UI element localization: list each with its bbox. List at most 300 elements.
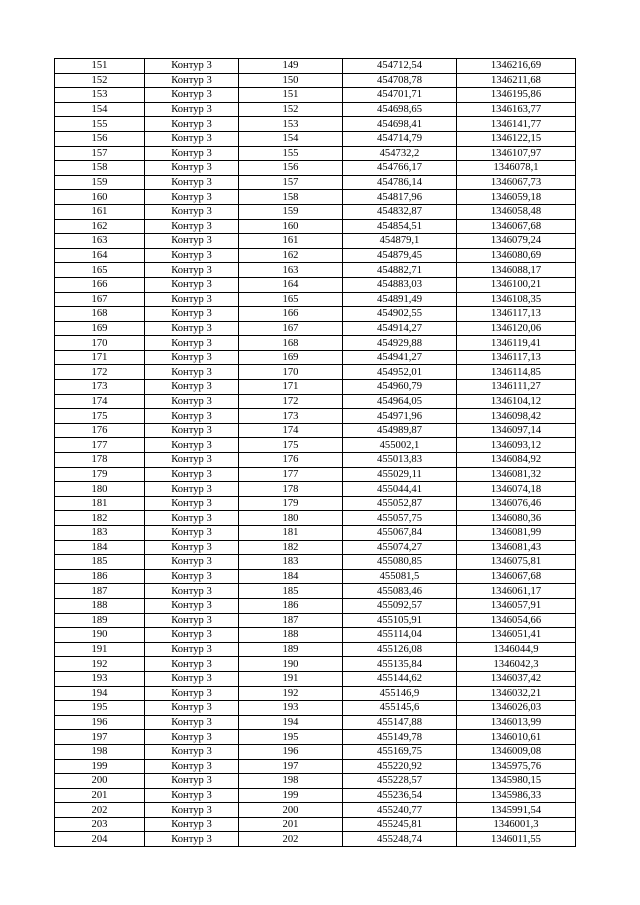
- table-row: [55, 102, 576, 117]
- x-coordinate-cell: 455074,27: [343, 540, 457, 555]
- row-number-cell: 200: [55, 774, 145, 789]
- x-coordinate-cell: 454971,96: [343, 409, 457, 424]
- x-coordinate-cell: 455245,81: [343, 817, 457, 832]
- y-coordinate-cell: 1346010,61: [457, 730, 576, 745]
- y-coordinate-cell: 1346037,42: [457, 671, 576, 686]
- table-row: [55, 511, 576, 526]
- point-number-cell: 173: [239, 409, 343, 424]
- table-row: [55, 569, 576, 584]
- contour-cell: Контур 3: [145, 409, 239, 424]
- row-number-cell: 198: [55, 744, 145, 759]
- contour-cell: Контур 3: [145, 613, 239, 628]
- table-row: [55, 263, 576, 278]
- x-coordinate-cell: 455083,46: [343, 584, 457, 599]
- point-number-cell: 163: [239, 263, 343, 278]
- point-number-cell: 170: [239, 365, 343, 380]
- point-number-cell: 190: [239, 657, 343, 672]
- contour-cell: Контур 3: [145, 467, 239, 482]
- point-number-cell: 183: [239, 555, 343, 570]
- y-coordinate-cell: 1346216,69: [457, 59, 576, 74]
- table-row: [55, 613, 576, 628]
- contour-cell: Контур 3: [145, 365, 239, 380]
- contour-cell: Контур 3: [145, 788, 239, 803]
- contour-cell: Контур 3: [145, 234, 239, 249]
- x-coordinate-cell: 455052,87: [343, 496, 457, 511]
- y-coordinate-cell: 1346051,41: [457, 628, 576, 643]
- contour-cell: Контур 3: [145, 584, 239, 599]
- table-row: [55, 496, 576, 511]
- x-coordinate-cell: 454698,65: [343, 102, 457, 117]
- y-coordinate-cell: 1346032,21: [457, 686, 576, 701]
- y-coordinate-cell: 1346013,99: [457, 715, 576, 730]
- row-number-cell: 203: [55, 817, 145, 832]
- row-number-cell: 174: [55, 394, 145, 409]
- row-number-cell: 156: [55, 131, 145, 146]
- point-number-cell: 150: [239, 73, 343, 88]
- y-coordinate-cell: 1345980,15: [457, 774, 576, 789]
- x-coordinate-cell: 454698,41: [343, 117, 457, 132]
- x-coordinate-cell: 454817,96: [343, 190, 457, 205]
- table-row: [55, 788, 576, 803]
- row-number-cell: 161: [55, 204, 145, 219]
- y-coordinate-cell: 1346080,69: [457, 248, 576, 263]
- y-coordinate-cell: 1346081,32: [457, 467, 576, 482]
- table-row: [55, 336, 576, 351]
- contour-cell: Контур 3: [145, 540, 239, 555]
- point-number-cell: 193: [239, 701, 343, 716]
- table-row: [55, 598, 576, 613]
- contour-cell: Контур 3: [145, 423, 239, 438]
- y-coordinate-cell: 1346122,15: [457, 131, 576, 146]
- contour-cell: Контур 3: [145, 453, 239, 468]
- table-row: [55, 628, 576, 643]
- table-row: [55, 248, 576, 263]
- x-coordinate-cell: 454883,03: [343, 277, 457, 292]
- point-number-cell: 177: [239, 467, 343, 482]
- x-coordinate-cell: 454701,71: [343, 88, 457, 103]
- x-coordinate-cell: 455013,83: [343, 453, 457, 468]
- contour-cell: Контур 3: [145, 146, 239, 161]
- contour-cell: Контур 3: [145, 715, 239, 730]
- table-row: [55, 131, 576, 146]
- row-number-cell: 153: [55, 88, 145, 103]
- table-row: [55, 234, 576, 249]
- x-coordinate-cell: 455147,88: [343, 715, 457, 730]
- contour-cell: Контур 3: [145, 496, 239, 511]
- row-number-cell: 178: [55, 453, 145, 468]
- x-coordinate-cell: 455002,1: [343, 438, 457, 453]
- table-row: [55, 642, 576, 657]
- row-number-cell: 173: [55, 380, 145, 395]
- table-row: [55, 482, 576, 497]
- contour-cell: Контур 3: [145, 598, 239, 613]
- x-coordinate-cell: 455149,78: [343, 730, 457, 745]
- table-row: [55, 73, 576, 88]
- y-coordinate-cell: 1345991,54: [457, 803, 576, 818]
- row-number-cell: 195: [55, 701, 145, 716]
- row-number-cell: 193: [55, 671, 145, 686]
- contour-cell: Контур 3: [145, 190, 239, 205]
- contour-cell: Контур 3: [145, 117, 239, 132]
- contour-cell: Контур 3: [145, 482, 239, 497]
- contour-cell: Контур 3: [145, 438, 239, 453]
- x-coordinate-cell: 455029,11: [343, 467, 457, 482]
- x-coordinate-cell: 454941,27: [343, 350, 457, 365]
- row-number-cell: 159: [55, 175, 145, 190]
- y-coordinate-cell: 1345975,76: [457, 759, 576, 774]
- point-number-cell: 179: [239, 496, 343, 511]
- y-coordinate-cell: 1346059,18: [457, 190, 576, 205]
- row-number-cell: 187: [55, 584, 145, 599]
- row-number-cell: 201: [55, 788, 145, 803]
- x-coordinate-cell: 455169,75: [343, 744, 457, 759]
- point-number-cell: 185: [239, 584, 343, 599]
- point-number-cell: 155: [239, 146, 343, 161]
- table-row: [55, 307, 576, 322]
- table-row: [55, 730, 576, 745]
- table-row: [55, 803, 576, 818]
- point-number-cell: 161: [239, 234, 343, 249]
- y-coordinate-cell: 1346067,68: [457, 219, 576, 234]
- y-coordinate-cell: 1346044,9: [457, 642, 576, 657]
- contour-cell: Контур 3: [145, 730, 239, 745]
- row-number-cell: 157: [55, 146, 145, 161]
- point-number-cell: 168: [239, 336, 343, 351]
- y-coordinate-cell: 1346081,99: [457, 526, 576, 541]
- row-number-cell: 154: [55, 102, 145, 117]
- point-number-cell: 153: [239, 117, 343, 132]
- row-number-cell: 190: [55, 628, 145, 643]
- y-coordinate-cell: 1346119,41: [457, 336, 576, 351]
- point-number-cell: 167: [239, 321, 343, 336]
- row-number-cell: 162: [55, 219, 145, 234]
- contour-cell: Контур 3: [145, 744, 239, 759]
- row-number-cell: 196: [55, 715, 145, 730]
- row-number-cell: 170: [55, 336, 145, 351]
- row-number-cell: 202: [55, 803, 145, 818]
- point-number-cell: 165: [239, 292, 343, 307]
- y-coordinate-cell: 1346141,77: [457, 117, 576, 132]
- row-number-cell: 181: [55, 496, 145, 511]
- x-coordinate-cell: 454960,79: [343, 380, 457, 395]
- table-row: [55, 190, 576, 205]
- point-number-cell: 160: [239, 219, 343, 234]
- point-number-cell: 166: [239, 307, 343, 322]
- y-coordinate-cell: 1346054,66: [457, 613, 576, 628]
- contour-cell: Контур 3: [145, 569, 239, 584]
- table-row: [55, 423, 576, 438]
- contour-cell: Контур 3: [145, 642, 239, 657]
- point-number-cell: 151: [239, 88, 343, 103]
- table-row: [55, 277, 576, 292]
- point-number-cell: 157: [239, 175, 343, 190]
- table-row: [55, 409, 576, 424]
- contour-cell: Контур 3: [145, 628, 239, 643]
- point-number-cell: 202: [239, 832, 343, 847]
- x-coordinate-cell: 454989,87: [343, 423, 457, 438]
- row-number-cell: 151: [55, 59, 145, 74]
- point-number-cell: 174: [239, 423, 343, 438]
- contour-cell: Контур 3: [145, 774, 239, 789]
- point-number-cell: 197: [239, 759, 343, 774]
- row-number-cell: 164: [55, 248, 145, 263]
- table-row: [55, 161, 576, 176]
- x-coordinate-cell: 455248,74: [343, 832, 457, 847]
- x-coordinate-cell: 454832,87: [343, 204, 457, 219]
- contour-cell: Контур 3: [145, 336, 239, 351]
- row-number-cell: 188: [55, 598, 145, 613]
- row-number-cell: 185: [55, 555, 145, 570]
- y-coordinate-cell: 1346001,3: [457, 817, 576, 832]
- row-number-cell: 204: [55, 832, 145, 847]
- point-number-cell: 180: [239, 511, 343, 526]
- y-coordinate-cell: 1346120,06: [457, 321, 576, 336]
- table-row: [55, 817, 576, 832]
- table-row: [55, 365, 576, 380]
- y-coordinate-cell: 1346084,92: [457, 453, 576, 468]
- point-number-cell: 162: [239, 248, 343, 263]
- y-coordinate-cell: 1346061,17: [457, 584, 576, 599]
- contour-cell: Контур 3: [145, 292, 239, 307]
- point-number-cell: 181: [239, 526, 343, 541]
- y-coordinate-cell: 1346211,68: [457, 73, 576, 88]
- table-row: [55, 759, 576, 774]
- y-coordinate-cell: 1346111,27: [457, 380, 576, 395]
- point-number-cell: 152: [239, 102, 343, 117]
- x-coordinate-cell: 455135,84: [343, 657, 457, 672]
- point-number-cell: 149: [239, 59, 343, 74]
- x-coordinate-cell: 455228,57: [343, 774, 457, 789]
- x-coordinate-cell: 455081,5: [343, 569, 457, 584]
- row-number-cell: 199: [55, 759, 145, 774]
- point-number-cell: 198: [239, 774, 343, 789]
- point-number-cell: 192: [239, 686, 343, 701]
- point-number-cell: 171: [239, 380, 343, 395]
- row-number-cell: 192: [55, 657, 145, 672]
- y-coordinate-cell: 1346163,77: [457, 102, 576, 117]
- contour-cell: Контур 3: [145, 671, 239, 686]
- contour-cell: Контур 3: [145, 59, 239, 74]
- contour-cell: Контур 3: [145, 73, 239, 88]
- row-number-cell: 158: [55, 161, 145, 176]
- table-row: [55, 219, 576, 234]
- x-coordinate-cell: 455146,9: [343, 686, 457, 701]
- point-number-cell: 201: [239, 817, 343, 832]
- row-number-cell: 160: [55, 190, 145, 205]
- y-coordinate-cell: 1346117,13: [457, 350, 576, 365]
- row-number-cell: 167: [55, 292, 145, 307]
- x-coordinate-cell: 454879,1: [343, 234, 457, 249]
- y-coordinate-cell: 1346097,14: [457, 423, 576, 438]
- table-row: [55, 832, 576, 847]
- y-coordinate-cell: 1346078,1: [457, 161, 576, 176]
- x-coordinate-cell: 454964,05: [343, 394, 457, 409]
- y-coordinate-cell: 1346117,13: [457, 307, 576, 322]
- table-row: [55, 59, 576, 74]
- row-number-cell: 166: [55, 277, 145, 292]
- table-row: [55, 175, 576, 190]
- contour-cell: Контур 3: [145, 701, 239, 716]
- point-number-cell: 187: [239, 613, 343, 628]
- row-number-cell: 186: [55, 569, 145, 584]
- contour-cell: Контур 3: [145, 263, 239, 278]
- row-number-cell: 168: [55, 307, 145, 322]
- table-row: [55, 321, 576, 336]
- row-number-cell: 165: [55, 263, 145, 278]
- y-coordinate-cell: 1346080,36: [457, 511, 576, 526]
- contour-cell: Контур 3: [145, 803, 239, 818]
- table-row: [55, 292, 576, 307]
- point-number-cell: 182: [239, 540, 343, 555]
- y-coordinate-cell: 1346075,81: [457, 555, 576, 570]
- row-number-cell: 155: [55, 117, 145, 132]
- x-coordinate-cell: 455126,08: [343, 642, 457, 657]
- y-coordinate-cell: 1346093,12: [457, 438, 576, 453]
- table-row: [55, 350, 576, 365]
- contour-cell: Контур 3: [145, 307, 239, 322]
- x-coordinate-cell: 455092,57: [343, 598, 457, 613]
- x-coordinate-cell: 454891,49: [343, 292, 457, 307]
- point-number-cell: 184: [239, 569, 343, 584]
- contour-cell: Контур 3: [145, 657, 239, 672]
- row-number-cell: 171: [55, 350, 145, 365]
- contour-cell: Контур 3: [145, 526, 239, 541]
- table-row: [55, 146, 576, 161]
- contour-cell: Контур 3: [145, 204, 239, 219]
- point-number-cell: 196: [239, 744, 343, 759]
- row-number-cell: 180: [55, 482, 145, 497]
- point-number-cell: 186: [239, 598, 343, 613]
- x-coordinate-cell: 454786,14: [343, 175, 457, 190]
- contour-cell: Контур 3: [145, 832, 239, 847]
- x-coordinate-cell: 454902,55: [343, 307, 457, 322]
- row-number-cell: 163: [55, 234, 145, 249]
- point-number-cell: 158: [239, 190, 343, 205]
- x-coordinate-cell: 455114,04: [343, 628, 457, 643]
- row-number-cell: 169: [55, 321, 145, 336]
- y-coordinate-cell: 1346108,35: [457, 292, 576, 307]
- table-row: [55, 88, 576, 103]
- row-number-cell: 191: [55, 642, 145, 657]
- contour-cell: Контур 3: [145, 555, 239, 570]
- y-coordinate-cell: 1345986,33: [457, 788, 576, 803]
- contour-cell: Контур 3: [145, 248, 239, 263]
- row-number-cell: 182: [55, 511, 145, 526]
- row-number-cell: 175: [55, 409, 145, 424]
- point-number-cell: 188: [239, 628, 343, 643]
- y-coordinate-cell: 1346074,18: [457, 482, 576, 497]
- contour-cell: Контур 3: [145, 511, 239, 526]
- x-coordinate-cell: 454882,71: [343, 263, 457, 278]
- x-coordinate-cell: 455144,62: [343, 671, 457, 686]
- table-row: [55, 671, 576, 686]
- x-coordinate-cell: 454854,51: [343, 219, 457, 234]
- contour-cell: Контур 3: [145, 219, 239, 234]
- contour-cell: Контур 3: [145, 350, 239, 365]
- row-number-cell: 189: [55, 613, 145, 628]
- contour-cell: Контур 3: [145, 817, 239, 832]
- y-coordinate-cell: 1346081,43: [457, 540, 576, 555]
- table-row: [55, 715, 576, 730]
- y-coordinate-cell: 1346114,85: [457, 365, 576, 380]
- y-coordinate-cell: 1346067,68: [457, 569, 576, 584]
- x-coordinate-cell: 454952,01: [343, 365, 457, 380]
- coordinates-table: [54, 58, 576, 847]
- point-number-cell: 169: [239, 350, 343, 365]
- point-number-cell: 159: [239, 204, 343, 219]
- x-coordinate-cell: 455044,41: [343, 482, 457, 497]
- y-coordinate-cell: 1346058,48: [457, 204, 576, 219]
- row-number-cell: 197: [55, 730, 145, 745]
- row-number-cell: 194: [55, 686, 145, 701]
- point-number-cell: 191: [239, 671, 343, 686]
- row-number-cell: 176: [55, 423, 145, 438]
- row-number-cell: 179: [55, 467, 145, 482]
- y-coordinate-cell: 1346195,86: [457, 88, 576, 103]
- y-coordinate-cell: 1346104,12: [457, 394, 576, 409]
- contour-cell: Контур 3: [145, 686, 239, 701]
- y-coordinate-cell: 1346079,24: [457, 234, 576, 249]
- contour-cell: Контур 3: [145, 277, 239, 292]
- x-coordinate-cell: 455080,85: [343, 555, 457, 570]
- row-number-cell: 184: [55, 540, 145, 555]
- x-coordinate-cell: 454714,79: [343, 131, 457, 146]
- table-row: [55, 117, 576, 132]
- table-row: [55, 438, 576, 453]
- table-row: [55, 584, 576, 599]
- y-coordinate-cell: 1346100,21: [457, 277, 576, 292]
- row-number-cell: 177: [55, 438, 145, 453]
- point-number-cell: 164: [239, 277, 343, 292]
- row-number-cell: 152: [55, 73, 145, 88]
- table-row: [55, 204, 576, 219]
- table-row: [55, 453, 576, 468]
- x-coordinate-cell: 454732,2: [343, 146, 457, 161]
- y-coordinate-cell: 1346098,42: [457, 409, 576, 424]
- y-coordinate-cell: 1346011,55: [457, 832, 576, 847]
- x-coordinate-cell: 455220,92: [343, 759, 457, 774]
- x-coordinate-cell: 455236,54: [343, 788, 457, 803]
- table-row: [55, 380, 576, 395]
- y-coordinate-cell: 1346107,97: [457, 146, 576, 161]
- x-coordinate-cell: 454914,27: [343, 321, 457, 336]
- x-coordinate-cell: 454766,17: [343, 161, 457, 176]
- point-number-cell: 200: [239, 803, 343, 818]
- y-coordinate-cell: 1346026,03: [457, 701, 576, 716]
- table-row: [55, 540, 576, 555]
- point-number-cell: 176: [239, 453, 343, 468]
- table-row: [55, 774, 576, 789]
- row-number-cell: 172: [55, 365, 145, 380]
- contour-cell: Контур 3: [145, 394, 239, 409]
- contour-cell: Контур 3: [145, 88, 239, 103]
- point-number-cell: 178: [239, 482, 343, 497]
- point-number-cell: 189: [239, 642, 343, 657]
- contour-cell: Контур 3: [145, 131, 239, 146]
- contour-cell: Контур 3: [145, 175, 239, 190]
- x-coordinate-cell: 455240,77: [343, 803, 457, 818]
- y-coordinate-cell: 1346067,73: [457, 175, 576, 190]
- coordinates-table-body: [55, 59, 576, 847]
- contour-cell: Контур 3: [145, 759, 239, 774]
- table-row: [55, 744, 576, 759]
- x-coordinate-cell: 455145,6: [343, 701, 457, 716]
- table-row: [55, 701, 576, 716]
- point-number-cell: 195: [239, 730, 343, 745]
- point-number-cell: 199: [239, 788, 343, 803]
- table-row: [55, 686, 576, 701]
- y-coordinate-cell: 1346076,46: [457, 496, 576, 511]
